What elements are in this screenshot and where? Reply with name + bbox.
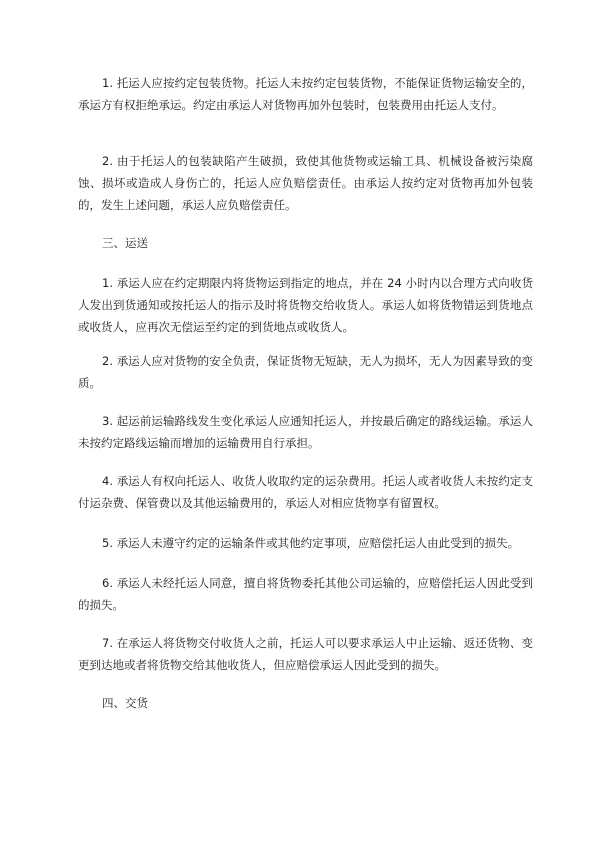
transport-clause-2: 2. 承运人应对货物的安全负责，保证货物无短缺，无人为损坏，无人为因素导致的变质。 [78, 354, 533, 390]
packing-clause-2: 2. 由于托运人的包装缺陷产生破损，致使其他货物或运输工具、机械设备被污染腐蚀、损坏或造成人身伤亡的，托运人应负赔偿责任。由承运人按约定对货物再加外包装的，发生上述问题，承运人应负赔偿责任。 [78, 154, 533, 212]
transport-clause-6: 6. 承运人未经托运人同意，擅自将货物委托其他公司运输的，应赔偿托运人因此受到的损失。 [78, 576, 533, 612]
section-heading-delivery: 四、交货 [102, 696, 148, 710]
transport-clause-1: 1. 承运人应在约定期限内将货物运到指定的地点，并在 24 小时内以合理方式向收货人发出到货通知或按托运人的指示及时将货物交给收货人。承运人如将货物错运到货地点或收货人，应再次无偿运至约定的到货地点或收货人。 [78, 276, 533, 334]
section-heading-transport: 三、运送 [102, 236, 148, 250]
transport-clause-5: 5. 承运人未遵守约定的运输条件或其他约定事项，应赔偿托运人由此受到的损失。 [102, 536, 520, 550]
packing-clause-1: 1. 托运人应按约定包装货物。托运人未按约定包装货物，不能保证货物运输安全的，承运方有权拒绝承运。约定由承运人对货物再加外包装时，包装费用由托运人支付。 [78, 76, 533, 112]
transport-clause-3: 3. 起运前运输路线发生变化承运人应通知托运人，并按最后确定的路线运输。承运人未按约定路线运输而增加的运输费用自行承担。 [78, 414, 533, 450]
transport-clause-7: 7. 在承运人将货物交付收货人之前，托运人可以要求承运人中止运输、返还货物、变更到达地或者将货物交给其他收货人，但应赔偿承运人因此受到的损失。 [78, 636, 533, 672]
transport-clause-4: 4. 承运人有权向托运人、收货人收取约定的运杂费用。托运人或者收货人未按约定支付运杂费、保管费以及其他运输费用的，承运人对相应货物享有留置权。 [78, 474, 533, 510]
